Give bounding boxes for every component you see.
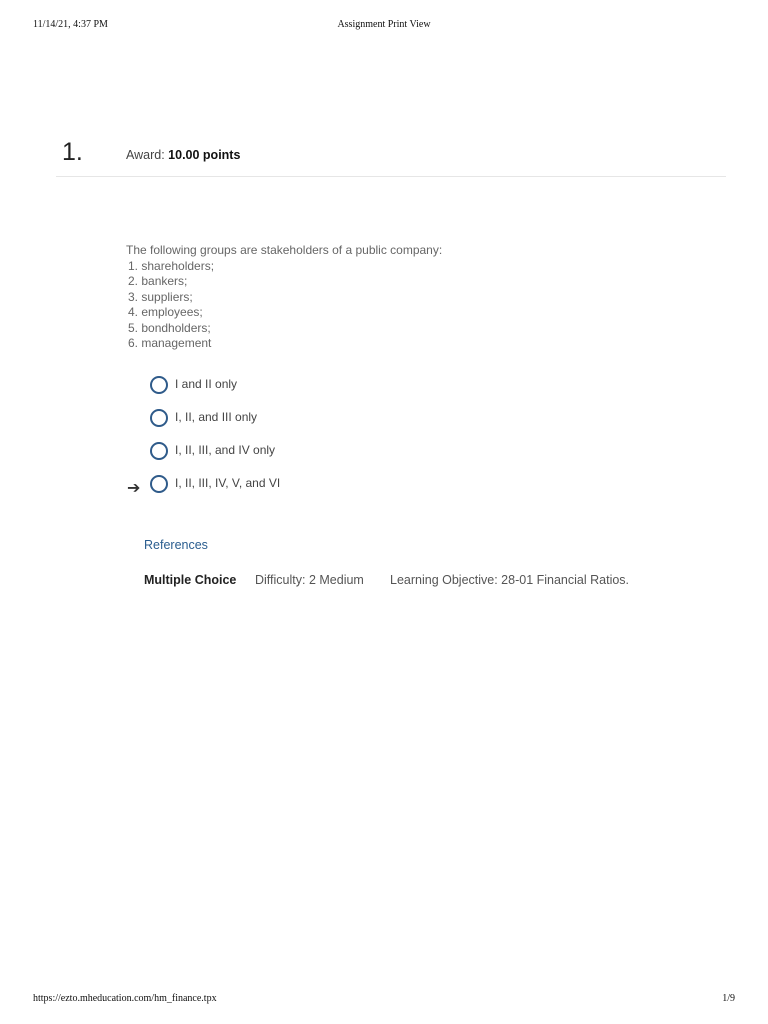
question-intro: The following groups are stakeholders of a public company:	[126, 243, 443, 257]
answer-options	[126, 374, 526, 506]
award-label: Award:	[126, 148, 165, 162]
correct-answer-arrow-icon: ➔	[127, 480, 141, 497]
stakeholder-list	[126, 259, 626, 352]
radio-button[interactable]	[150, 376, 168, 394]
option-label: I and II only	[175, 377, 238, 391]
print-datetime: 11/14/21, 4:37 PM	[33, 19, 108, 30]
list-item: 3. suppliers;	[128, 289, 193, 304]
list-item: 6. management	[128, 336, 212, 350]
answer-option-2[interactable]	[126, 407, 526, 440]
references-link[interactable]: References	[144, 538, 208, 552]
question-type: Multiple Choice	[144, 573, 237, 587]
radio-button[interactable]	[150, 442, 168, 460]
answer-option-1[interactable]	[126, 374, 526, 407]
question-number: 1.	[62, 138, 83, 166]
option-label: I, II, and III only	[175, 410, 258, 424]
radio-button[interactable]	[150, 475, 168, 493]
option-label: I, II, III, and IV only	[175, 443, 276, 457]
learning-objective: Learning Objective: 28-01 Financial Ratios.	[390, 573, 630, 587]
answer-option-4[interactable]	[126, 473, 526, 506]
list-item: 2. bankers;	[128, 274, 188, 288]
award-value: 10.00 points	[168, 148, 241, 162]
list-item: 1. shareholders;	[128, 258, 215, 273]
print-title: Assignment Print View	[337, 19, 431, 30]
answer-option-3[interactable]	[126, 440, 526, 473]
difficulty: Difficulty: 2 Medium	[255, 573, 364, 587]
award	[126, 148, 240, 162]
print-url: https://ezto.mheducation.com/hm_finance.tpx	[33, 993, 217, 1004]
radio-button[interactable]	[150, 409, 168, 427]
list-item: 5. bondholders;	[128, 320, 211, 335]
option-label: I, II, III, IV, V, and VI	[175, 476, 281, 490]
page-number: 1/9	[722, 993, 735, 1004]
question-body	[126, 243, 626, 352]
question-header	[56, 138, 726, 177]
list-item: 4. employees;	[128, 305, 203, 319]
